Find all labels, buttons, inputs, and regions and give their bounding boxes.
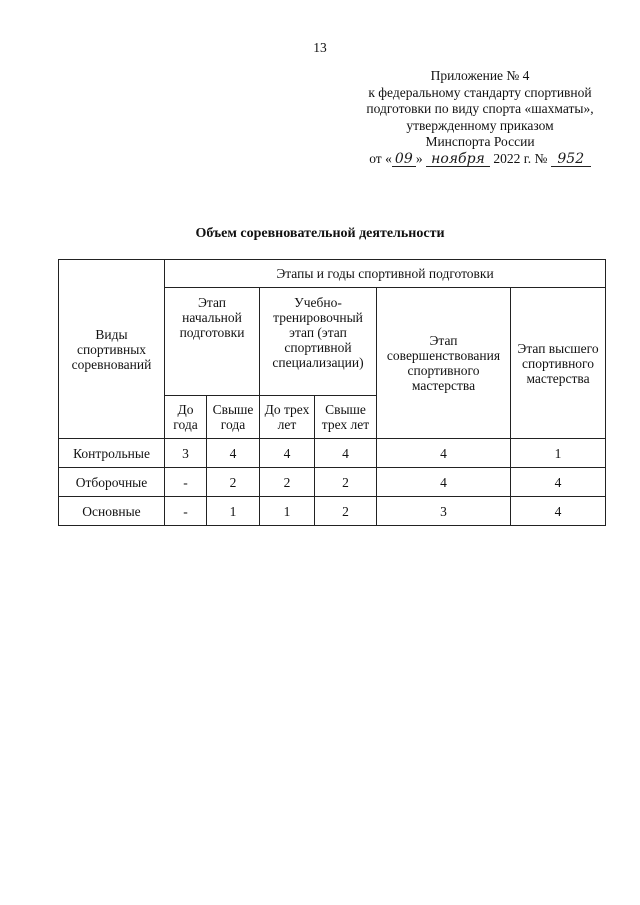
- row-label-cell: Контрольные: [59, 439, 165, 468]
- order-date-line: [330, 151, 630, 168]
- value-cell: 2: [315, 497, 377, 526]
- row-header-cell: Виды спортивных соревнований: [59, 260, 165, 439]
- sub-header-cell: До трех лет: [260, 396, 315, 439]
- table-row: [59, 468, 606, 497]
- year-text: 2022 г. №: [493, 150, 548, 166]
- value-cell: 2: [315, 468, 377, 497]
- value-cell: 4: [511, 468, 606, 497]
- table-row: [59, 497, 606, 526]
- appendix-line: Приложение № 4: [430, 68, 530, 83]
- value-cell: 4: [377, 439, 511, 468]
- sub-header-cell: Свыше года: [207, 396, 260, 439]
- value-cell: 2: [260, 468, 315, 497]
- value-cell: 2: [207, 468, 260, 497]
- quote-close: »: [415, 150, 423, 166]
- appendix-line: Минспорта России: [425, 134, 535, 149]
- stage-header-cell: Этап совершенствования спортивного мастерства: [377, 288, 511, 439]
- document-title: Объем соревновательной деятельности: [195, 226, 445, 241]
- group-header-cell: Этапы и годы спортивной подготовки: [165, 260, 606, 288]
- value-cell: 3: [165, 439, 207, 468]
- appendix-line: к федеральному стандарту спортивной: [368, 84, 592, 100]
- value-cell: -: [165, 468, 207, 497]
- handwritten-order-number: 952: [551, 153, 591, 167]
- value-cell: 4: [260, 439, 315, 468]
- page-number: 13: [313, 40, 327, 55]
- table-row: [59, 439, 606, 468]
- value-cell: -: [165, 497, 207, 526]
- value-cell: 4: [511, 497, 606, 526]
- handwritten-month: ноября: [426, 153, 490, 167]
- competition-volume-table: [58, 259, 606, 526]
- handwritten-day: 09: [392, 153, 416, 167]
- value-cell: 4: [207, 439, 260, 468]
- stage-header-cell: Этап высшего спортивного мастерства: [511, 288, 606, 439]
- value-cell: 1: [207, 497, 260, 526]
- value-cell: 3: [377, 497, 511, 526]
- row-label-cell: Основные: [59, 497, 165, 526]
- stage-header-cell: Этап начальной подготовки: [165, 288, 260, 396]
- value-cell: 1: [511, 439, 606, 468]
- appendix-line: утвержденному приказом: [406, 117, 554, 133]
- value-cell: 4: [377, 468, 511, 497]
- row-label-cell: Отборочные: [59, 468, 165, 497]
- value-cell: 1: [260, 497, 315, 526]
- sub-header-cell: До года: [165, 396, 207, 439]
- sub-header-cell: Свыше трех лет: [315, 396, 377, 439]
- stage-header-cell: Учебно-тренировочный этап (этап спортивной специализации): [260, 288, 377, 396]
- appendix-block: [330, 68, 630, 167]
- value-cell: 4: [315, 439, 377, 468]
- appendix-line: подготовки по виду спорта «шахматы»,: [366, 101, 594, 116]
- date-prefix: от «: [369, 150, 392, 166]
